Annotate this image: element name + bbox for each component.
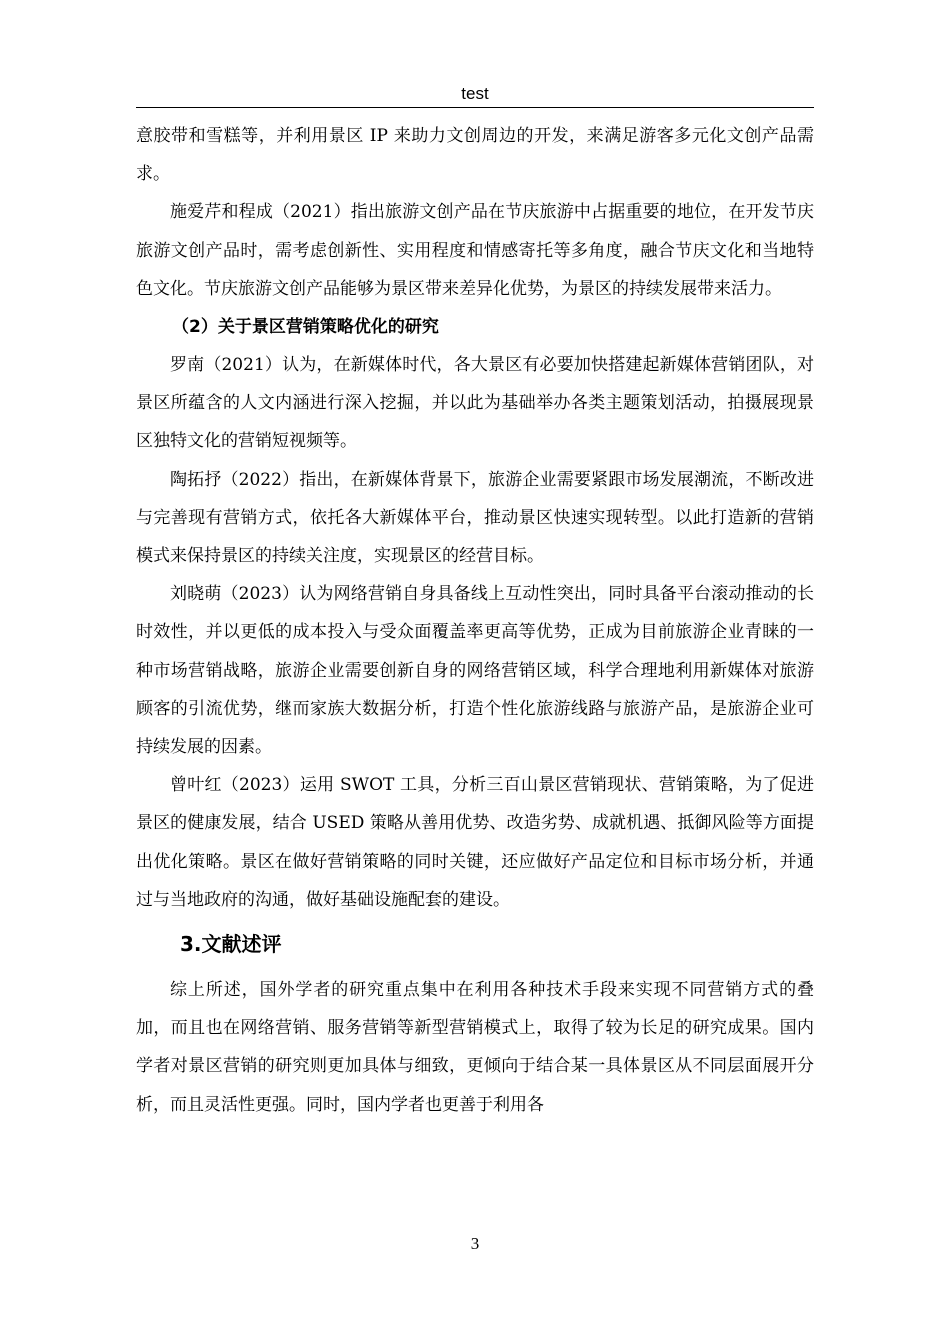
paragraph-summary: 综上所述，国外学者的研究重点集中在利用各种技术手段来实现不同营销方式的叠加，而且也在网络营销、服务营销等新型营销模式上，取得了较为长足的研究成果。国内学者对景区营销的研究则更加具体与细致，更倾向于结合某一具体景区从不同层面展开分析，而且灵活性更强。同时，国内学者也更善于利用各	[136, 980, 814, 1115]
paragraph-continuation: 意胶带和雪糕等，并利用景区 IP 来助力文创周边的开发，来满足游客多元化文创产品需求。	[136, 126, 814, 185]
page-header: test	[461, 84, 489, 103]
paragraph-luo-nan: 罗南（2021）认为，在新媒体时代，各大景区有必要加快搭建起新媒体营销团队，对景区所蕴含的人文内涵进行深入挖掘，并以此为基础举办各类主题策划活动，拍摄展现景区独特文化的营销短视频等。	[136, 355, 814, 452]
paragraph-zeng-yehong: 曾叶红（2023）运用 SWOT 工具，分析三百山景区营销现状、营销策略，为了促进景区的健康发展，结合 USED 策略从善用优势、改造劣势、成就机遇、抵御风险等方面提出优化策略。景区在做好营销策略的同时关键，还应做好产品定位和目标市场分析，并通过与当地政府的沟通，做好基础设施配套的建设。	[136, 775, 814, 910]
subheading-marketing-strategy: （2）关于景区营销策略优化的研究	[172, 317, 439, 338]
paragraph-liu-xiaomeng: 刘晓萌（2023）认为网络营销自身具备线上互动性突出，同时具备平台滚动推动的长时效性，并以更低的成本投入与受众面覆盖率更高等优势，正成为目前旅游企业青睐的一种市场营销战略，旅游企业需要创新自身的网络营销区域，科学合理地利用新媒体对旅游顾客的引流优势，继而家族大数据分析，打造个性化旅游线路与旅游产品，是旅游企业可持续发展的因素。	[136, 584, 814, 758]
document-body	[136, 117, 814, 1124]
section-heading-literature-review: 3.文献述评	[180, 932, 282, 957]
page-number: 3	[470, 1234, 480, 1253]
header-divider	[136, 107, 814, 108]
paragraph-shi-aiqin: 施爱芹和程成（2021）指出旅游文创产品在节庆旅游中占据重要的地位，在开发节庆旅游文创产品时，需考虑创新性、实用程度和情感寄托等多角度，融合节庆文化和当地特色文化。节庆旅游文创产品能够为景区带来差异化优势，为景区的持续发展带来活力。	[136, 202, 814, 299]
paragraph-tao-tuoshu: 陶拓抒（2022）指出，在新媒体背景下，旅游企业需要紧跟市场发展潮流，不断改进与完善现有营销方式，依托各大新媒体平台，推动景区快速实现转型。以此打造新的营销模式来保持景区的持续关注度，实现景区的经营目标。	[136, 469, 814, 567]
